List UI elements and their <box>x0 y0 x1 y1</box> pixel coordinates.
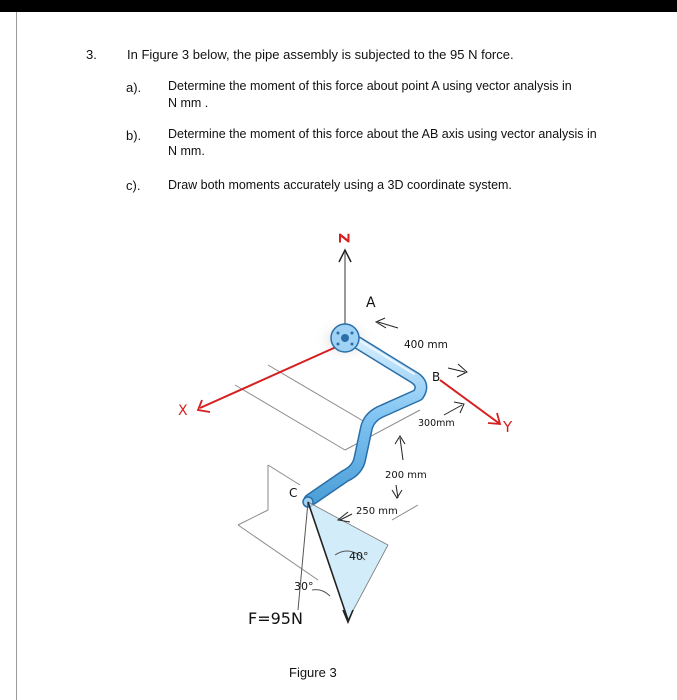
force-construction <box>298 502 388 622</box>
part-c-label: c). <box>126 178 141 193</box>
part-a-line1: Determine the moment of this force about point A using vector analysis in <box>168 79 572 93</box>
part-a-label: a). <box>126 80 142 95</box>
part-b-label: b). <box>126 128 142 143</box>
x-axis-label: X <box>178 403 188 419</box>
part-b-line1: Determine the moment of this force about the AB axis using vector analysis in <box>168 127 597 141</box>
flange-a <box>331 324 359 352</box>
point-b-label: B <box>432 370 441 384</box>
dim-300-label: 300mm <box>418 418 455 429</box>
dim-250-label: 250 mm <box>356 506 398 517</box>
part-c-line1: Draw both moments accurately using a 3D coordinate system. <box>168 178 512 192</box>
x-axis-line <box>200 343 345 408</box>
question-number: 3. <box>86 47 97 62</box>
force-label: F=95N <box>248 609 303 628</box>
dim-200-label: 200 mm <box>385 470 427 481</box>
point-c-label: C <box>289 486 298 500</box>
part-b-line2: N mm. <box>168 144 205 158</box>
point-a-label: A <box>366 295 376 311</box>
part-a-line2: N mm . <box>168 96 209 110</box>
figure-caption: Figure 3 <box>289 665 337 680</box>
y-axis-label: Y <box>503 418 513 436</box>
question-text: In Figure 3 below, the pipe assembly is subjected to the 95 N force. <box>127 47 514 62</box>
angle-30-label: 30° <box>294 580 314 593</box>
angle-40-label: 40° <box>349 550 369 563</box>
dim-400-label: 400 mm <box>404 339 448 351</box>
z-axis-label: Z <box>335 233 351 244</box>
